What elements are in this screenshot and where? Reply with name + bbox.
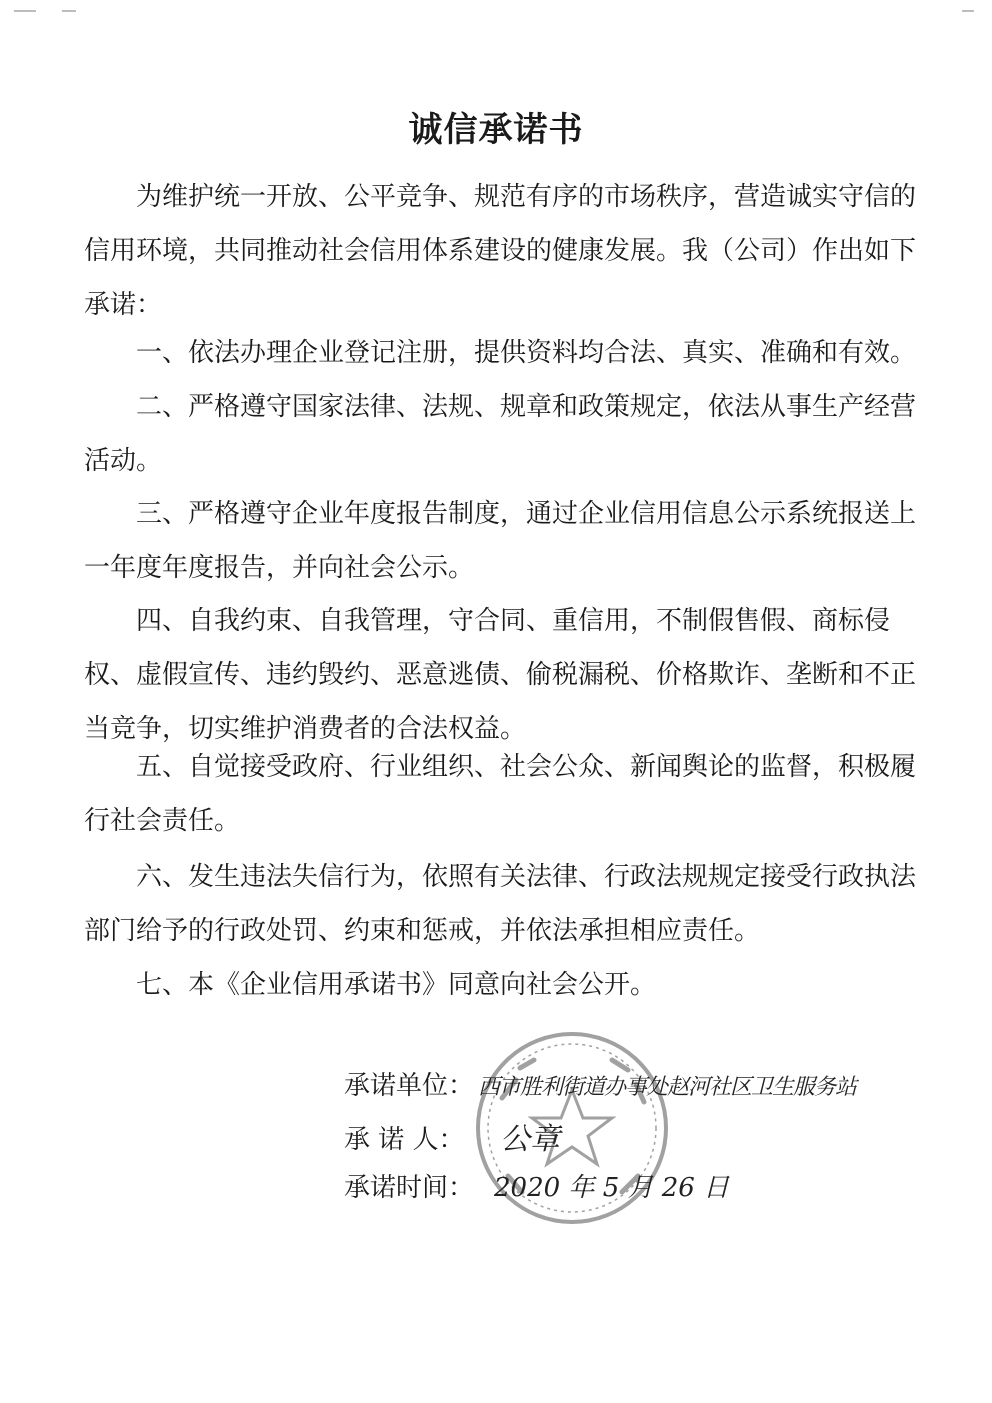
- time-label: 承诺时间：: [344, 1173, 475, 1203]
- unit-label: 承诺单位：: [344, 1071, 475, 1101]
- date-value: 2020 年 5 月 26 日: [494, 1173, 730, 1203]
- commitment-item-7: 七、本《企业信用承诺书》同意向社会公开。: [136, 970, 657, 1000]
- commitment-item-1: 一、依法办理企业登记注册，提供资料均合法、真实、准确和有效。: [136, 338, 917, 368]
- document-title: 诚信承诺书: [408, 110, 584, 150]
- signature-time-row: [344, 1168, 730, 1208]
- scan-mark-right: [962, 10, 974, 12]
- signature-person-row: [344, 1120, 560, 1160]
- commitment-item-3: 三、严格遵守企业年度报告制度，通过企业信用信息公示系统报送上一年度年度报告，并向社会公示。: [84, 499, 917, 583]
- commitment-item-4: 四、自我约束、自我管理，守合同、重信用，不制假售假、商标侵权、虚假宣传、违约毁约、恶意逃债、偷税漏税、价格欺诈、垄断和不正当竞争，切实维护消费者的合法权益。: [84, 606, 917, 744]
- scan-mark-left: [14, 10, 36, 12]
- person-label: 承 诺 人：: [344, 1125, 465, 1155]
- commitment-item-2: 二、严格遵守国家法律、法规、规章和政策规定，依法从事生产经营活动。: [84, 392, 917, 476]
- intro-paragraph: 为维护统一开放、公平竞争、规范有序的市场秩序，营造诚实守信的信用环境，共同推动社会信用体系建设的健康发展。我（公司）作出如下承诺：: [84, 182, 917, 320]
- commitment-item-6: 六、发生违法失信行为，依照有关法律、行政法规规定接受行政执法部门给予的行政处罚、约束和惩戒，并依法承担相应责任。: [84, 862, 917, 946]
- commitment-item-5: 五、自觉接受政府、行业组织、社会公众、新闻舆论的监督，积极履行社会责任。: [84, 752, 917, 836]
- unit-handwritten-value: 西市胜利街道办事处赵河社区卫生服务站: [478, 1075, 857, 1100]
- scan-mark-mid: [62, 10, 76, 12]
- person-signature: 公章: [500, 1122, 560, 1157]
- signature-unit-row: [344, 1066, 857, 1106]
